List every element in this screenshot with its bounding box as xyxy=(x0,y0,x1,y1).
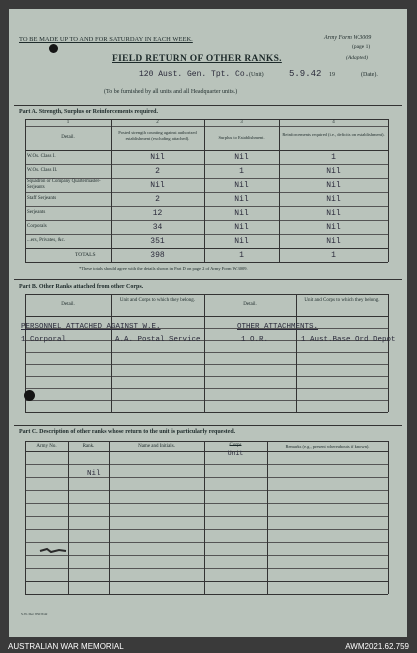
punch-hole xyxy=(24,390,35,401)
totals-surplus: 1 xyxy=(239,251,244,260)
row-reinforcements: Nil xyxy=(326,181,341,190)
row-detail: Corporals xyxy=(27,224,47,229)
row-detail: Squadron or Company Quartermaster-Serjeants xyxy=(27,179,101,190)
subtitle: (To be furnished by all units and all Headquarter units.) xyxy=(104,89,238,95)
row-detail: ...ers, Privates, &c. xyxy=(27,238,66,243)
col-header-corps: Corps xyxy=(229,443,242,448)
adapted-note: (Adapted) xyxy=(346,55,368,61)
row-reinforcements: 1 xyxy=(331,153,336,162)
date-label: (Date). xyxy=(361,72,378,78)
col-header-unit: Unit and Corps to which they belong. xyxy=(304,298,380,303)
typed-heading-other: OTHER ATTACHMENTS. xyxy=(237,323,319,331)
row-posted: 2 xyxy=(155,167,160,176)
col-header-surplus: Surplus to Establishment. xyxy=(218,135,265,140)
row-surplus: Nil xyxy=(234,181,249,190)
row-surplus: Nil xyxy=(234,223,249,232)
rank-value: Nil xyxy=(87,470,101,478)
col-header-army-no: Army No. xyxy=(36,444,57,449)
form-number: Army Form W.3009 xyxy=(324,35,372,41)
divider xyxy=(14,279,402,280)
row-surplus: Nil xyxy=(234,195,249,204)
footer-institution: AUSTRALIAN WAR MEMORIAL xyxy=(8,642,124,651)
unit-label: (Unit) xyxy=(249,72,264,78)
col-header-detail: Detail. xyxy=(243,302,257,307)
row-posted: 12 xyxy=(152,209,163,218)
instruction: TO BE MADE UP TO AND FOR SATURDAY IN EACH WEEK. xyxy=(19,36,193,43)
col-number: 2 xyxy=(156,120,159,125)
form-sheet xyxy=(9,9,407,637)
row-unit-left: A.A. Postal Service xyxy=(115,336,201,344)
date-value: 5.9.42 xyxy=(289,69,322,79)
archive-footer xyxy=(0,639,417,653)
printer-imprint: S.W. Dec 850 8/42 xyxy=(21,612,48,616)
row-unit-right: 1 Aust.Base Ord Depot xyxy=(301,336,396,344)
part-c-heading: Part C. Description of other ranks whose return to the unit is particularly requested. xyxy=(19,429,236,435)
row-detail: Staff Serjeants xyxy=(27,196,57,201)
row-posted: 2 xyxy=(155,195,160,204)
row-detail-left: 1 Corporal xyxy=(21,336,67,344)
row-surplus: Nil xyxy=(234,153,249,162)
totals-label: TOTALS xyxy=(75,252,96,258)
row-surplus: Nil xyxy=(234,209,249,218)
col-header-reinforcements: Reinforcements required (i.e., deficits on establishment). xyxy=(282,132,385,137)
row-detail-right: 1 O.R. xyxy=(241,336,269,344)
unit-value: 120 Aust. Gen. Tpt. Co. xyxy=(139,70,250,79)
row-reinforcements: Nil xyxy=(326,237,341,246)
row-posted: Nil xyxy=(150,153,165,162)
part-a-footnote: *These totals should agree with the details shown in Part D on page 2 of Army Form W.3009. xyxy=(79,266,248,271)
row-reinforcements: Nil xyxy=(326,195,341,204)
row-detail: Serjeants xyxy=(27,210,46,215)
ink-mark xyxy=(39,546,67,556)
col-header-detail: Detail. xyxy=(61,302,75,307)
row-surplus: Nil xyxy=(234,237,249,246)
row-reinforcements: Nil xyxy=(326,209,341,218)
totals-reinforcements: 1 xyxy=(331,251,336,260)
footer-accession: AWM2021.62.759 xyxy=(345,642,409,651)
page-number: (page 1) xyxy=(352,44,371,50)
part-a-heading: Part A. Strength, Surplus or Reinforcements required. xyxy=(19,109,158,115)
col-header-posted: Posted strength counting against authorized establishment (excluding attached). xyxy=(118,130,197,141)
col-number: 1 xyxy=(66,120,70,125)
col-header-name: Name and Initials. xyxy=(138,444,175,449)
totals-posted: 398 xyxy=(150,251,165,260)
col-header-detail: Detail. xyxy=(61,135,75,140)
col-number: 3 xyxy=(240,120,243,125)
col-header-remarks: Remarks (e.g., present whereabouts if known). xyxy=(285,444,370,449)
row-posted: 34 xyxy=(152,223,163,232)
row-detail: W.Os. Class II. xyxy=(27,168,58,173)
col-header-rank: Rank. xyxy=(82,444,95,449)
page-title: FIELD RETURN OF OTHER RANKS. xyxy=(112,54,282,64)
typed-heading-attached: PERSONNEL ATTACHED AGAINST W.E. xyxy=(21,323,161,331)
row-posted: 351 xyxy=(150,237,165,246)
col-number: 4 xyxy=(332,120,335,125)
row-posted: Nil xyxy=(150,181,165,190)
row-reinforcements: Nil xyxy=(326,167,341,176)
punch-hole xyxy=(49,44,58,53)
divider xyxy=(14,425,402,426)
divider xyxy=(14,105,402,106)
row-detail: W.Os. Class I. xyxy=(27,154,56,159)
col-header-unit: Unit and Corps to which they belong. xyxy=(119,298,196,303)
part-b-heading: Part B. Other Ranks attached from other Corps. xyxy=(19,284,144,290)
date-year: 19 xyxy=(329,72,335,78)
corps-typed: Unit xyxy=(227,450,244,457)
row-reinforcements: Nil xyxy=(326,223,341,232)
row-surplus: 1 xyxy=(239,167,244,176)
